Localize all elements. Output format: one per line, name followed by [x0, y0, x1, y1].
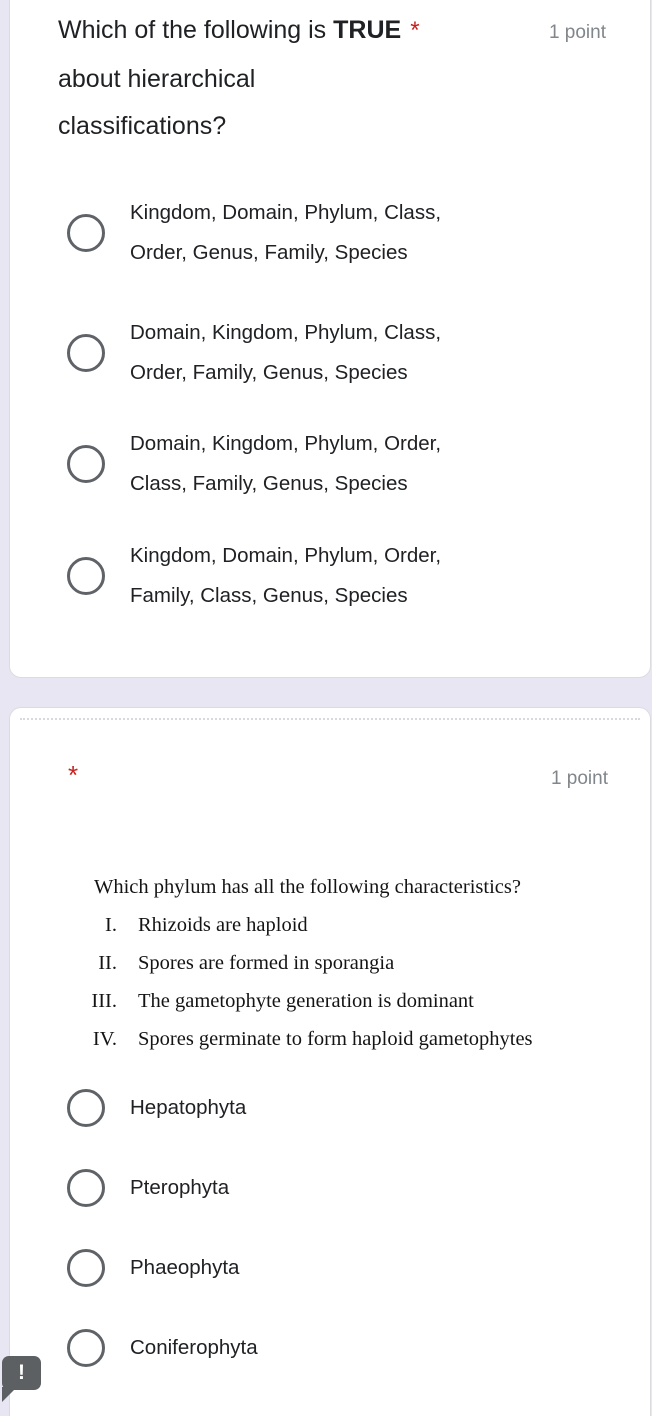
radio-option-label: Hepatophyta: [130, 1096, 247, 1119]
image-list-item: [10, 982, 650, 1020]
question-title-line-1: [58, 7, 606, 56]
image-list-item: [10, 1020, 650, 1058]
radio-button-icon[interactable]: [67, 445, 105, 483]
radio-option[interactable]: [67, 536, 630, 616]
points-badge: 1 point: [550, 768, 608, 789]
radio-option[interactable]: [67, 193, 630, 273]
radio-button-icon[interactable]: [67, 1089, 105, 1127]
question-card-2: [9, 707, 651, 1416]
question-title: [58, 7, 606, 150]
points-badge: 1 point: [548, 22, 606, 43]
radio-option-label: Coniferophyta: [130, 1336, 258, 1359]
radio-option[interactable]: [67, 424, 630, 504]
image-list-item: [10, 944, 650, 982]
radio-option-label: [130, 536, 441, 616]
roman-numeral: III.: [91, 990, 117, 1012]
radio-option[interactable]: [67, 1326, 630, 1370]
radio-option-label: Phaeophyta: [130, 1256, 240, 1279]
radio-button-icon[interactable]: [67, 1329, 105, 1367]
question-title-line-3: classifications?: [58, 112, 227, 140]
title-text: Which of the following is: [58, 16, 334, 44]
option-label-line: Kingdom, Domain, Phylum, Order,: [130, 544, 442, 567]
radio-option-label: [130, 313, 441, 393]
option-label-line: Order, Family, Genus, Species: [130, 361, 408, 384]
radio-option[interactable]: [67, 1086, 630, 1130]
title-bold-text: TRUE: [333, 16, 402, 44]
list-item-text: Rhizoids are haploid: [138, 914, 308, 936]
required-asterisk: *: [68, 760, 79, 790]
option-label-line: Domain, Kingdom, Phylum, Order,: [130, 432, 442, 455]
radio-button-icon[interactable]: [67, 1169, 105, 1207]
radio-button-icon[interactable]: [67, 1249, 105, 1287]
question-card-1: [9, 0, 651, 678]
question-title-line-2: about hierarchical: [58, 65, 256, 93]
radio-option[interactable]: [67, 1246, 630, 1290]
radio-option[interactable]: [67, 1166, 630, 1210]
radio-button-icon[interactable]: [67, 557, 105, 595]
required-asterisk: *: [410, 17, 420, 44]
radio-option-label: Pterophyta: [130, 1176, 230, 1199]
radio-button-icon[interactable]: [67, 214, 105, 252]
roman-numeral: II.: [98, 952, 117, 974]
image-question-title: Which phylum has all the following characteristics?: [94, 876, 521, 898]
list-item-text: The gametophyte generation is dominant: [138, 990, 474, 1012]
roman-numeral: IV.: [92, 1028, 117, 1050]
roman-numeral: I.: [105, 914, 117, 936]
option-label-line: Kingdom, Domain, Phylum, Class,: [130, 201, 442, 224]
option-label-line: Order, Genus, Family, Species: [130, 241, 408, 264]
radio-option-label: [130, 193, 441, 273]
option-label-line: Family, Class, Genus, Species: [130, 584, 408, 607]
radio-option-label: [130, 424, 441, 504]
list-item-text: Spores germinate to form haploid gametophytes: [138, 1028, 533, 1050]
question-image-text: [10, 868, 650, 1058]
option-label-line: Class, Family, Genus, Species: [130, 472, 408, 495]
radio-option[interactable]: [67, 313, 630, 393]
list-item-text: Spores are formed in sporangia: [138, 952, 395, 974]
radio-button-icon[interactable]: [67, 334, 105, 372]
option-label-line: Domain, Kingdom, Phylum, Class,: [130, 321, 442, 344]
image-list-item: [10, 906, 650, 944]
alert-badge[interactable]: !: [2, 1356, 41, 1390]
